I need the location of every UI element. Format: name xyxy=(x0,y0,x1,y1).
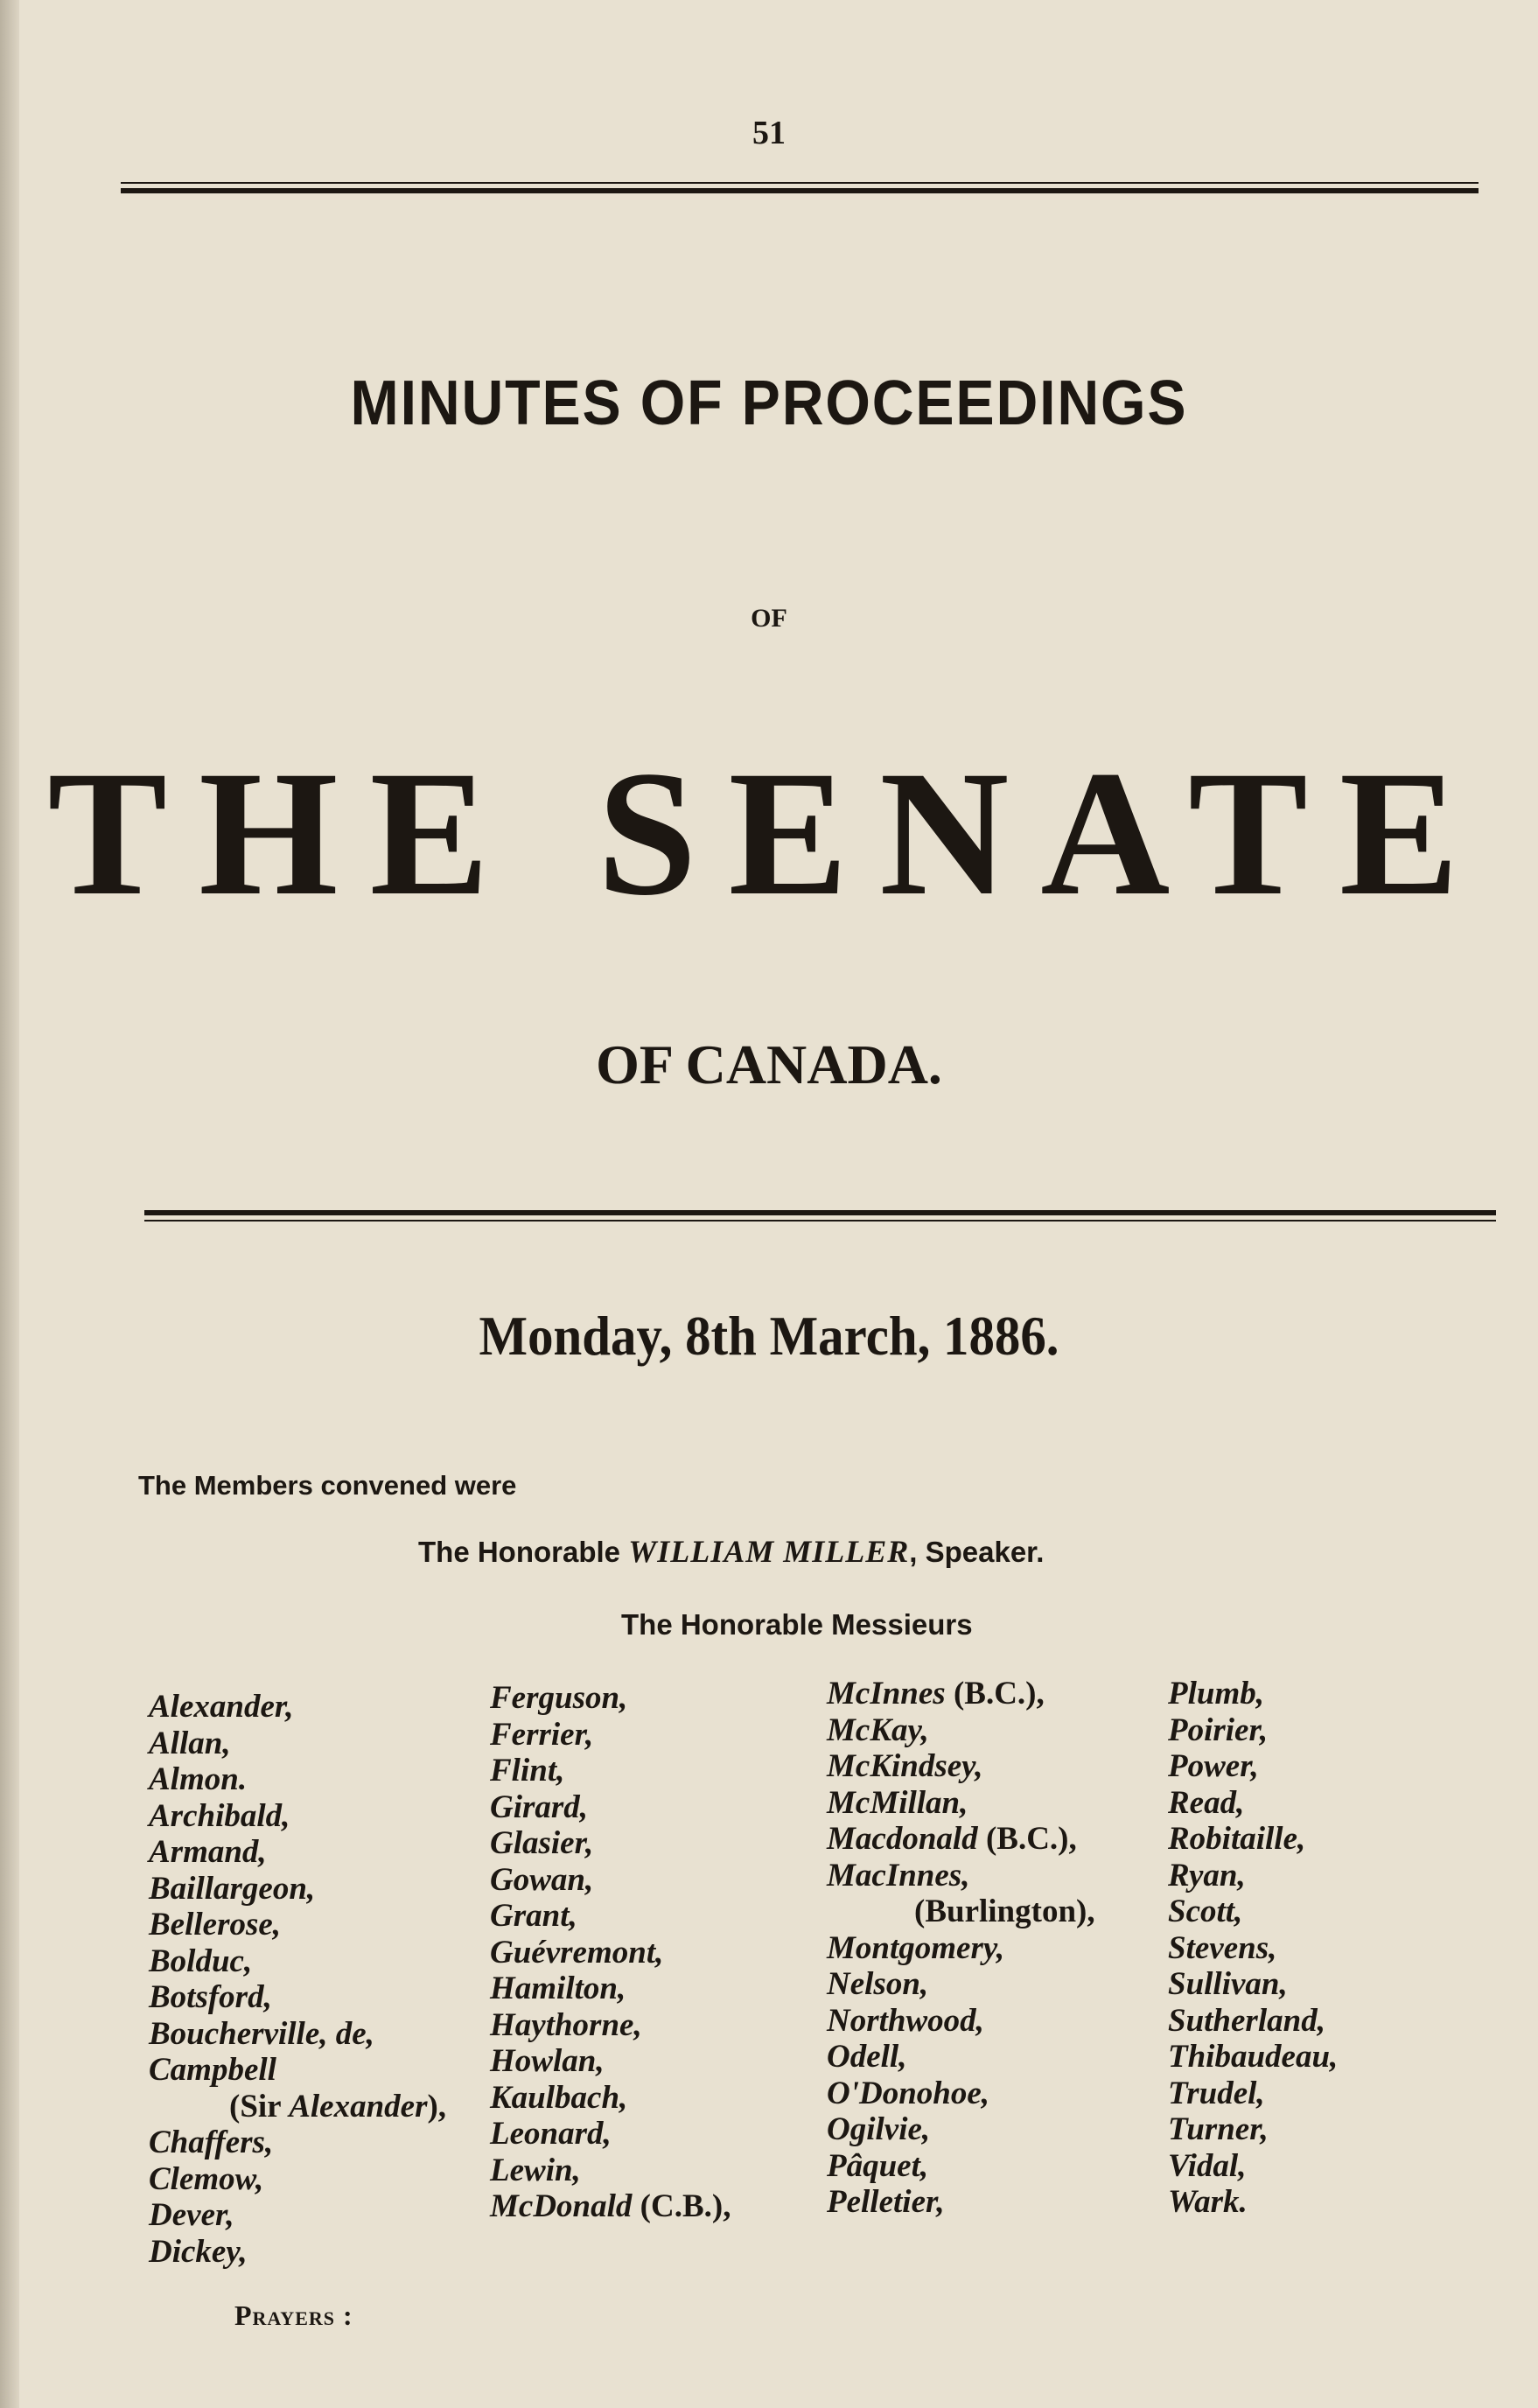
member-name: Read, xyxy=(1168,1784,1245,1821)
member-name: Clemow, xyxy=(149,2160,264,2197)
prayers-heading: Prayers : xyxy=(234,2300,353,2331)
title-minutes-of-proceedings: MINUTES OF PROCEEDINGS xyxy=(350,368,1188,438)
member-name: Sutherland, xyxy=(1168,2002,1325,2039)
speaker-name: WILLIAM MILLER xyxy=(628,1534,910,1569)
member-name: MacInnes, xyxy=(827,1857,970,1894)
member-name: Thibaudeau, xyxy=(1168,2039,1339,2075)
member-name: Ogilvie, xyxy=(827,2111,931,2147)
header-rule-top xyxy=(121,182,1479,184)
member-name: Hamilton, xyxy=(490,1970,626,2006)
member-name: Sullivan, xyxy=(1168,1966,1288,2002)
sitting-date: Monday, 8th March, 1886. xyxy=(479,1305,1059,1367)
member-name: Stevens, xyxy=(1168,1929,1277,1966)
speaker-line xyxy=(418,1533,1044,1570)
member-name: Guévremont, xyxy=(490,1934,664,1970)
member-name: Odell, xyxy=(827,2039,907,2075)
member-name: McInnes (B.C.), xyxy=(827,1676,1045,1712)
title-of-canada: OF CANADA. xyxy=(596,1033,942,1096)
member-name: Glasier, xyxy=(490,1825,594,1861)
member-name: Dever, xyxy=(149,2197,234,2233)
member-name: Boucherville, de, xyxy=(149,2015,374,2052)
member-name: Archibald, xyxy=(149,1797,290,1834)
member-name: Gowan, xyxy=(490,1861,594,1898)
member-name: Vidal, xyxy=(1168,2147,1247,2184)
members-convened-heading: The Members convened were xyxy=(138,1470,517,1501)
member-name: Botsford, xyxy=(149,1979,272,2015)
member-name: Girard, xyxy=(490,1788,589,1825)
member-name: Poirier, xyxy=(1168,1712,1269,1748)
member-name: Lewin, xyxy=(490,2152,581,2188)
member-name: Flint, xyxy=(490,1753,565,1788)
member-name: Allan, xyxy=(149,1725,231,1761)
member-name: Kaulbach, xyxy=(490,2079,628,2116)
member-column-1 xyxy=(149,1689,446,2270)
member-name: Dickey, xyxy=(149,2233,248,2270)
member-name-continuation: (Burlington), xyxy=(914,1894,1095,1929)
member-name: Bolduc, xyxy=(149,1942,253,1979)
member-name: Ferguson, xyxy=(490,1680,628,1716)
member-name: Grant, xyxy=(490,1898,577,1934)
member-name: Montgomery, xyxy=(827,1929,1005,1966)
member-name: Ryan, xyxy=(1168,1857,1246,1894)
page-binding-edge xyxy=(0,0,19,2408)
messieurs-heading: The Honorable Messieurs xyxy=(621,1608,973,1641)
member-name: Haythorne, xyxy=(490,2006,642,2043)
member-name: McDonald (C.B.), xyxy=(490,2188,731,2224)
member-name: Baillargeon, xyxy=(149,1870,316,1907)
member-name: Bellerose, xyxy=(149,1907,282,1942)
member-name: Leonard, xyxy=(490,2116,612,2152)
member-name: Pelletier, xyxy=(827,2184,945,2220)
member-name: Macdonald (B.C.), xyxy=(827,1821,1077,1857)
member-name: Howlan, xyxy=(490,2043,605,2079)
member-name: McKindsey, xyxy=(827,1748,983,1784)
member-name: Nelson, xyxy=(827,1966,929,2002)
member-column-2 xyxy=(490,1680,731,2225)
title-rule-top xyxy=(144,1210,1496,1215)
member-name: Campbell xyxy=(149,2052,276,2088)
member-name: Robitaille, xyxy=(1168,1821,1306,1857)
member-name: O'Donohoe, xyxy=(827,2075,990,2111)
member-name: Almon. xyxy=(149,1761,248,1797)
member-column-4 xyxy=(1168,1676,1338,2221)
member-name: McKay, xyxy=(827,1712,929,1748)
page-number: 51 xyxy=(752,115,786,151)
header-rule-bottom xyxy=(121,188,1479,193)
member-name: Power, xyxy=(1168,1748,1259,1784)
title-the-senate: THE SENATE xyxy=(47,734,1491,933)
member-name: Alexander, xyxy=(149,1689,294,1725)
member-name: Trudel, xyxy=(1168,2075,1265,2111)
speaker-title: , Speaker. xyxy=(909,1536,1045,1568)
member-name: Wark. xyxy=(1168,2184,1248,2220)
member-name: Plumb, xyxy=(1168,1676,1264,1712)
member-name: Turner, xyxy=(1168,2111,1269,2147)
member-name: Pâquet, xyxy=(827,2147,929,2184)
title-of: OF xyxy=(751,604,787,633)
speaker-prefix: The Honorable xyxy=(418,1536,621,1568)
member-name: Armand, xyxy=(149,1834,267,1870)
member-name: Ferrier, xyxy=(490,1716,594,1753)
member-name-continuation: (Sir Alexander), xyxy=(229,2088,447,2124)
member-name: Scott, xyxy=(1168,1894,1243,1929)
title-rule-bottom xyxy=(144,1220,1496,1222)
member-name: Northwood, xyxy=(827,2002,984,2039)
member-column-3 xyxy=(827,1676,1095,2221)
member-name: McMillan, xyxy=(827,1784,968,1821)
member-name: Chaffers, xyxy=(149,2124,274,2160)
